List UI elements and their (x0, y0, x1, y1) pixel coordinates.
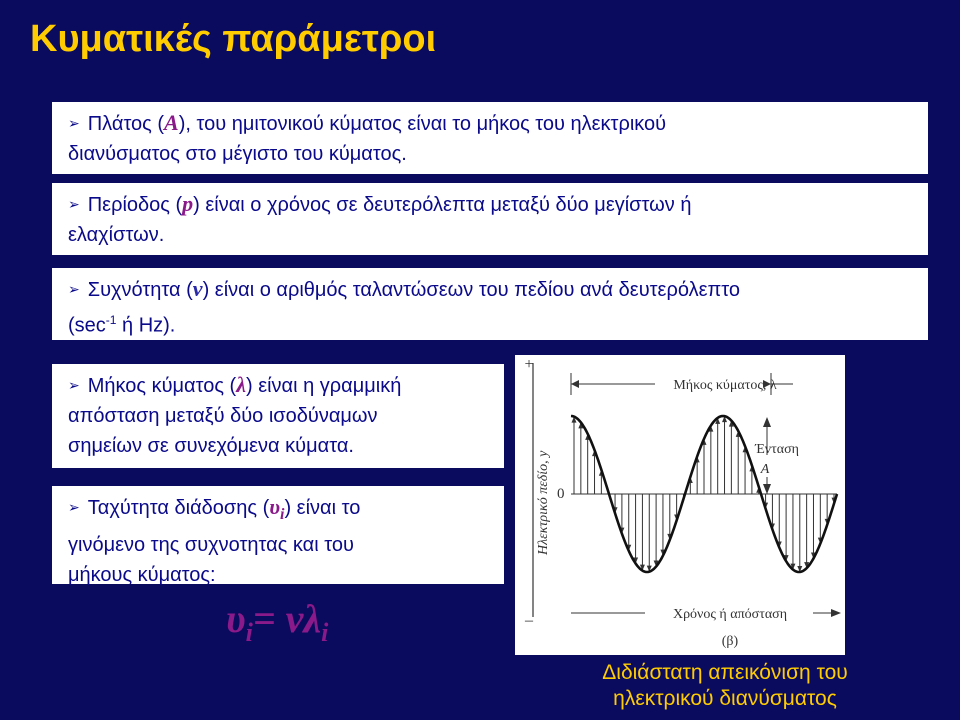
period-text-pre: Περίοδος ( (87, 194, 183, 216)
bullet-frequency (52, 268, 928, 340)
bullet-period (52, 183, 928, 255)
wave-speed-formula (226, 595, 328, 648)
part-label: (β) (721, 634, 739, 649)
caption-line-2: ηλεκτρικού διανύσματος (613, 687, 837, 710)
wavelength-text-post1: ) είναι η γραμμική (245, 375, 402, 397)
velocity-text-post3: μήκους κύματος: (68, 564, 216, 586)
y-axis-minus-label: – (525, 612, 533, 629)
zero-label: 0 (557, 486, 565, 502)
y-axis-plus-label: + (524, 356, 534, 373)
wavelength-symbol: λ (236, 372, 246, 397)
arrow-bullet-icon: ➢ (68, 377, 80, 393)
velocity-text-post1: ) είναι το (284, 497, 361, 519)
intensity-label: Ένταση (755, 442, 799, 457)
frequency-text-pre: Συχνότητα ( (87, 279, 193, 301)
period-text-post1: ) είναι ο χρόνος σε δευτερόλεπτα μεταξύ δύο μεγίστων ή (193, 194, 692, 216)
wavelength-text-post2: απόσταση μεταξύ δύο ισοδύναμων (68, 405, 378, 427)
formula-rhs-sub: i (321, 618, 329, 647)
frequency-unit-sup: -1 (105, 313, 117, 327)
bullet-wavelength (52, 364, 504, 468)
amplitude-symbol: A (164, 110, 179, 135)
period-text-post2: ελαχίστων. (68, 224, 165, 246)
wavelength-label: Μήκος κύματος, λ (673, 378, 777, 393)
x-axis-arrowhead-icon (831, 609, 841, 617)
formula-lhs-sub: i (245, 618, 253, 647)
wavelength-text-post3: σημείων σε συνεχόμενα κύματα. (68, 435, 354, 457)
intensity-symbol: A (760, 462, 770, 477)
arrow-bullet-icon: ➢ (68, 115, 80, 131)
arrow-bullet-icon: ➢ (68, 499, 80, 515)
slide-title: Κυματικές παράμετροι (30, 18, 437, 60)
amplitude-text-post1: ), του ημιτονικού κύματος είναι το μήκος του ηλεκτρικού (178, 113, 667, 135)
frequency-text-post2b: ή Hz). (116, 314, 176, 337)
frequency-symbol: ν (192, 276, 203, 301)
frequency-text-post2a: (sec (68, 314, 106, 337)
wave-diagram (515, 355, 845, 655)
amplitude-text-pre: Πλάτος ( (87, 113, 165, 135)
arrow-bullet-icon: ➢ (68, 281, 80, 297)
arrow-bullet-icon: ➢ (68, 196, 80, 212)
x-axis-label: Χρόνος ή απόσταση (672, 607, 788, 622)
velocity-text-pre: Ταχύτητα διάδοσης ( (87, 497, 270, 519)
frequency-text-post1: ) είναι ο αριθμός ταλαντώσεων του πεδίου ανά δευτερόλεπτο (202, 279, 741, 301)
y-axis-label: Ηλεκτρικό πεδίο, y (536, 450, 551, 555)
intensity-arrowhead-up-icon (763, 417, 771, 427)
wavelength-arrowhead-left-icon (571, 380, 579, 388)
formula-lhs: υ (226, 596, 246, 641)
amplitude-text-post2: διανύσματος στο μέγιστο του κύματος. (68, 143, 407, 165)
intensity-arrowhead-down-icon (763, 484, 771, 494)
velocity-symbol-sub: i (280, 506, 285, 523)
bullet-amplitude (52, 102, 928, 174)
wave-diagram-svg (515, 355, 845, 655)
caption-line-1: Διδιάστατη απεικόνιση του (602, 661, 848, 684)
formula-rhs: = νλ (252, 596, 322, 641)
period-symbol: p (182, 191, 194, 216)
wavelength-text-pre: Μήκος κύματος ( (87, 375, 237, 397)
velocity-text-post2: γινόμενο της συχνοτητας και του (68, 534, 354, 556)
velocity-symbol: υ (269, 494, 281, 519)
diagram-caption (560, 660, 890, 712)
bullet-velocity (52, 486, 504, 584)
